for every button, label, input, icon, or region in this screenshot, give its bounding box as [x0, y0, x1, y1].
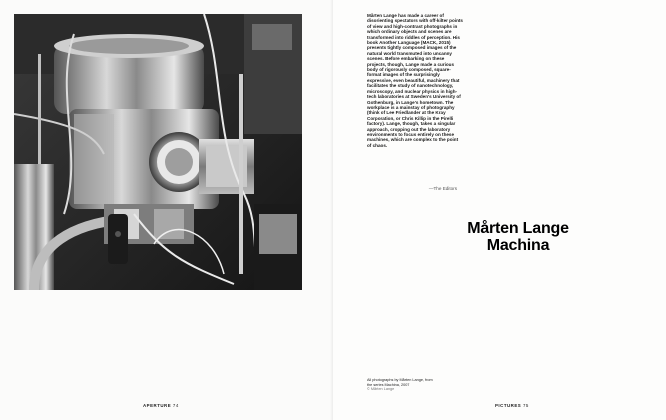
- folio-section-name: PICTURES: [495, 403, 522, 408]
- title-line-1: Mårten Lange: [467, 220, 569, 237]
- machine-photograph: [14, 14, 302, 290]
- intro-credit: —The Editors: [428, 186, 457, 191]
- machine-photograph-art: [14, 14, 302, 290]
- title-line-2: Machina: [486, 237, 550, 254]
- folio-magazine-name: APERTURE: [143, 403, 172, 408]
- folio-page-number-right: 75: [522, 403, 529, 408]
- folio-left: [143, 403, 179, 408]
- intro-paragraph: Mårten Lange has made a career of disorienting spectators with off-kilter points of view and high-contrast photographs in which ordinary objects and scenes are transformed into riddles of perception. His book Another Language (MACK, 2015) presents tightly composed images of the natural world transmuted into uncanny scenes. Before embarking on these projects, though, Lange made a curious body of rigorously composed, square-format images of the surprisingly expressive, even beautiful, machinery that facilitates the study of nanotechnology, microscopy, and nuclear physics in high-tech laboratories at Sweden's University of Gothenburg, in Lange's hometown. The workplace is a mainstay of photography (think of Lee Friedlander at the Kray Corporation, or Chris Killip in the Pirelli factory). Lange, though, takes a singular approach, cropping out the laboratory environments to focus entirely on these machines, which are complex to the point of chaos.: [367, 13, 463, 148]
- folio-right: [495, 403, 529, 408]
- photo-credit: [367, 378, 437, 392]
- article-title: [438, 220, 598, 254]
- photo-credit-copyright: © Mårten Lange: [367, 387, 395, 392]
- photo-credit-main: All photographs by Mårten Lange, from the series Machina, 2007: [367, 378, 433, 387]
- folio-page-number-left: 74: [172, 403, 179, 408]
